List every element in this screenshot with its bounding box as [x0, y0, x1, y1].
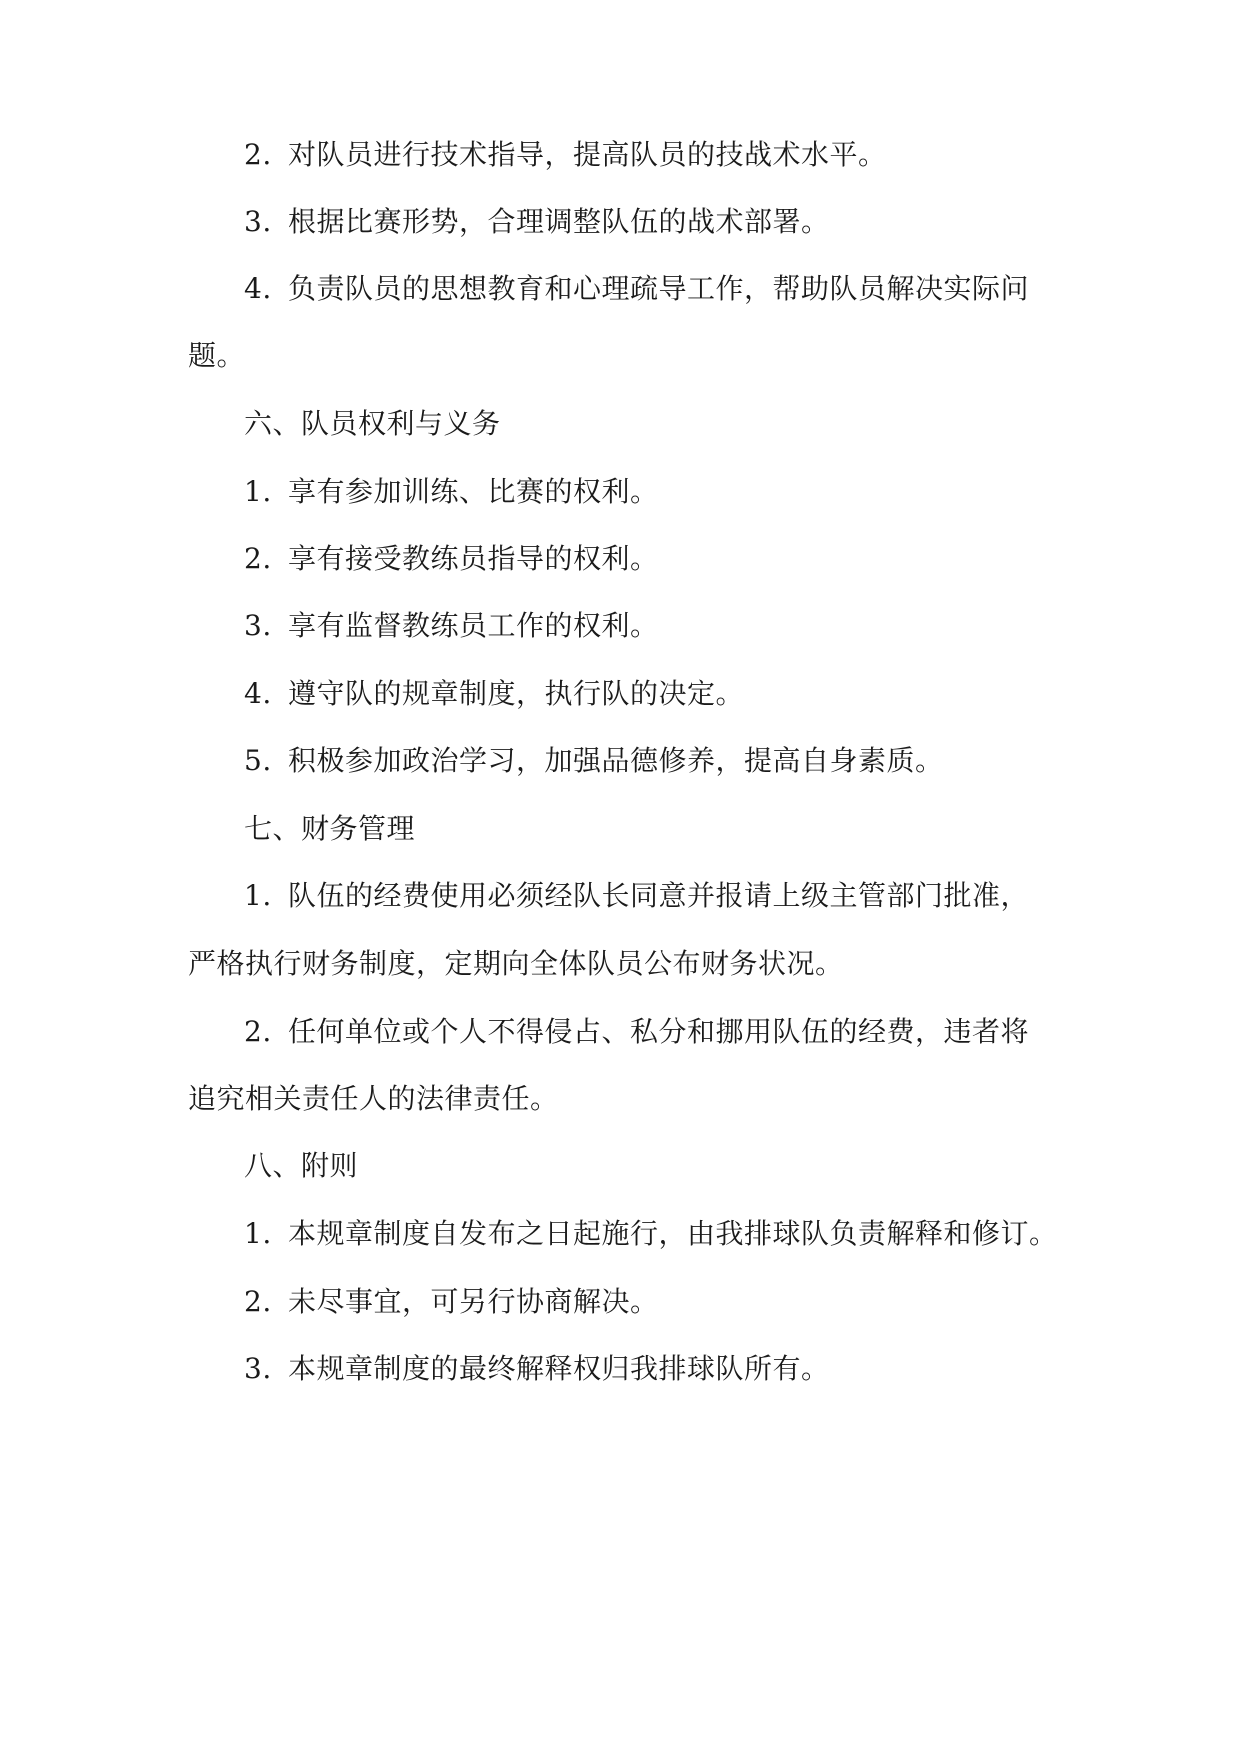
item-text: 题。	[188, 339, 246, 372]
list-item	[188, 1349, 1124, 1389]
list-item	[188, 674, 1124, 714]
item-text: 积极参加政治学习，加强品德修养，提高自身素质。	[288, 744, 944, 777]
item-number: 2.	[244, 1015, 272, 1048]
item-number: 2.	[244, 1285, 272, 1318]
item-number: 2.	[244, 542, 272, 575]
item-text: 对队员进行技术指导，提高队员的技战术水平。	[288, 138, 887, 171]
item-number: 3.	[244, 609, 272, 642]
section-heading	[188, 1146, 1124, 1186]
item-number: 1.	[244, 475, 272, 508]
section-heading	[188, 809, 1124, 849]
heading-text: 六、队员权利与义务	[244, 407, 501, 440]
item-text: 严格执行财务制度，定期向全体队员公布财务状况。	[188, 947, 844, 980]
list-item	[188, 1012, 1124, 1052]
continuation-line	[188, 336, 1068, 376]
item-text: 追究相关责任人的法律责任。	[188, 1082, 559, 1115]
item-number: 5.	[244, 744, 272, 777]
list-item	[188, 606, 1124, 646]
heading-text: 七、财务管理	[244, 812, 416, 845]
continuation-line	[188, 944, 1068, 984]
list-item	[188, 876, 1124, 916]
list-item	[188, 1214, 1124, 1254]
item-text: 享有参加训练、比赛的权利。	[288, 475, 659, 508]
list-item	[188, 472, 1124, 512]
item-text: 享有接受教练员指导的权利。	[288, 542, 659, 575]
item-text: 队伍的经费使用必须经队长同意并报请上级主管部门批准，	[288, 879, 1030, 912]
item-text: 本规章制度的最终解释权归我排球队所有。	[288, 1352, 830, 1385]
continuation-line	[188, 1079, 1068, 1119]
item-text: 本规章制度自发布之日起施行，由我排球队负责解释和修订。	[288, 1217, 1058, 1250]
item-text: 负责队员的思想教育和心理疏导工作，帮助队员解决实际问	[288, 272, 1030, 305]
item-text: 遵守队的规章制度，执行队的决定。	[288, 677, 745, 710]
item-number: 3.	[244, 1352, 272, 1385]
item-number: 3.	[244, 205, 272, 238]
item-text: 根据比赛形势，合理调整队伍的战术部署。	[288, 205, 830, 238]
item-number: 4.	[244, 272, 272, 305]
section-heading	[188, 404, 1124, 444]
list-item	[188, 135, 1124, 175]
list-item	[188, 1282, 1124, 1322]
item-number: 4.	[244, 677, 272, 710]
item-number: 1.	[244, 1217, 272, 1250]
item-text: 任何单位或个人不得侵占、私分和挪用队伍的经费，违者将	[288, 1015, 1030, 1048]
heading-text: 八、附则	[244, 1149, 359, 1182]
list-item	[188, 202, 1124, 242]
item-number: 2.	[244, 138, 272, 171]
list-item	[188, 741, 1124, 781]
item-text: 享有监督教练员工作的权利。	[288, 609, 659, 642]
list-item	[188, 539, 1124, 579]
item-text: 未尽事宜，可另行协商解决。	[288, 1285, 659, 1318]
list-item	[188, 269, 1124, 309]
item-number: 1.	[244, 879, 272, 912]
